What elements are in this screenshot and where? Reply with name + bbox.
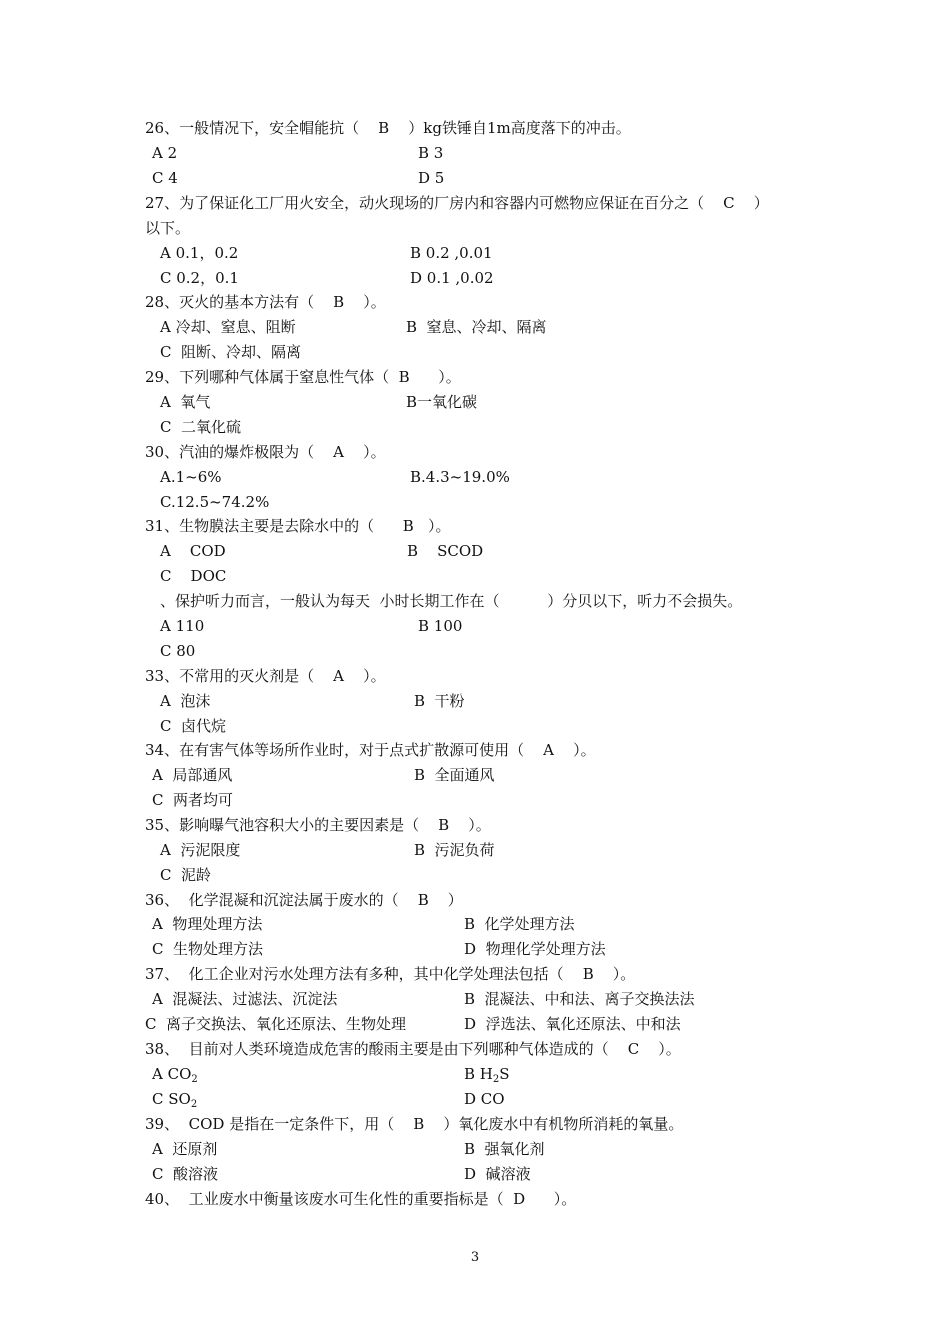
option-b: B.4.3~19.0% xyxy=(410,468,510,486)
option-b: B SCOD xyxy=(407,542,484,560)
question-32: 、保护听力而言，一般认为每天 小时长期工作在（ ）分贝以下，听力不会损失。 xyxy=(160,592,743,610)
option-c: C DOC xyxy=(160,567,227,585)
option-a: A 冷却、窒息、阻断 xyxy=(160,318,296,336)
option-b-suffix: S xyxy=(499,1065,510,1083)
option-b: B 污泥负荷 xyxy=(414,841,495,859)
question-26: 26、一般情况下，安全帽能抗（ B ）kg铁锤自1m高度落下的冲击。 xyxy=(145,119,631,137)
option-c: C 80 xyxy=(160,642,196,660)
question-38: 38、 目前对人类环境造成危害的酸雨主要是由下列哪种气体造成的（ C ）。 xyxy=(145,1040,681,1058)
question-28: 28、灭火的基本方法有（ B ）。 xyxy=(145,293,386,311)
option-d: D 5 xyxy=(418,169,445,187)
page-number: 3 xyxy=(470,1250,480,1265)
option-b: B 干粉 xyxy=(414,692,465,710)
option-a: A 泡沫 xyxy=(160,692,211,710)
option-d: D 碱溶液 xyxy=(464,1165,531,1183)
option-d: D 0.1 ,0.02 xyxy=(410,269,494,287)
option-c: C.12.5~74.2% xyxy=(160,493,270,511)
question-39: 39、 COD 是指在一定条件下，用（ B ）氧化废水中有机物所消耗的氧量。 xyxy=(145,1115,684,1133)
option-b: B一氧化碳 xyxy=(406,393,478,411)
option-c: C 卤代烷 xyxy=(160,717,227,735)
question-33: 33、不常用的灭火剂是（ A ）。 xyxy=(145,667,386,685)
question-31: 31、生物膜法主要是去除水中的（ B ）。 xyxy=(145,517,451,535)
question-36: 36、 化学混凝和沉淀法属于废水的（ B ） xyxy=(145,891,463,909)
subscript: 2 xyxy=(492,1074,500,1085)
option-d: D 浮选法、氧化还原法、中和法 xyxy=(464,1015,681,1033)
option-c: C 酸溶液 xyxy=(152,1165,219,1183)
option-c: C 0.2，0.1 xyxy=(160,269,239,287)
option-b xyxy=(464,1064,510,1090)
option-a: A.1~6% xyxy=(160,468,222,486)
question-29: 29、下列哪种气体属于窒息性气体（ B ）。 xyxy=(145,368,461,386)
option-b: B 强氧化剂 xyxy=(464,1140,545,1158)
option-b: B 窒息、冷却、隔离 xyxy=(406,318,547,336)
question-27-cont: 以下。 xyxy=(145,219,191,237)
question-34: 34、在有害气体等场所作业时，对于点式扩散源可使用（ A ）。 xyxy=(145,741,596,759)
option-b: B 全面通风 xyxy=(414,766,495,784)
question-35: 35、影响曝气池容积大小的主要因素是（ B ）。 xyxy=(145,816,491,834)
option-b: B 3 xyxy=(418,144,444,162)
option-c: C 二氧化硫 xyxy=(160,418,242,436)
option-a: A 物理处理方法 xyxy=(152,915,263,933)
option-b: B 0.2 ,0.01 xyxy=(410,244,493,262)
option-a: A 还原剂 xyxy=(152,1140,218,1158)
option-a: A 局部通风 xyxy=(152,766,233,784)
option-c: C 离子交换法、氧化还原法、生物处理 xyxy=(145,1015,407,1033)
option-c: C 生物处理方法 xyxy=(152,940,264,958)
question-37: 37、 化工企业对污水处理方法有多种，其中化学处理法包括（ B ）。 xyxy=(145,965,636,983)
option-a: A COD xyxy=(160,542,226,560)
option-a: A 110 xyxy=(160,617,205,635)
option-a-text: A CO xyxy=(152,1065,192,1083)
option-c: C 两者均可 xyxy=(152,791,234,809)
option-c: C 泥龄 xyxy=(160,866,212,884)
option-b: B 化学处理方法 xyxy=(464,915,575,933)
option-b: B 100 xyxy=(418,617,463,635)
option-d: D 物理化学处理方法 xyxy=(464,940,606,958)
subscript: 2 xyxy=(190,1099,198,1110)
option-a: A 污泥限度 xyxy=(160,841,241,859)
option-c xyxy=(152,1089,197,1115)
option-a: A 0.1，0.2 xyxy=(160,244,239,262)
option-c-text: C SO xyxy=(152,1090,191,1108)
question-30: 30、汽油的爆炸极限为（ A ）。 xyxy=(145,443,386,461)
option-a xyxy=(152,1064,198,1090)
subscript: 2 xyxy=(191,1074,198,1085)
option-d: D CO xyxy=(464,1090,505,1108)
option-a: A 混凝法、过滤法、沉淀法 xyxy=(152,990,338,1008)
option-b: B 混凝法、中和法、离子交换法法 xyxy=(464,990,695,1008)
question-40: 40、 工业废水中衡量该废水可生化性的重要指标是（ D ）。 xyxy=(145,1190,577,1208)
option-c: C 4 xyxy=(152,169,178,187)
option-c: C 阻断、冷却、隔离 xyxy=(160,343,302,361)
option-a: A 2 xyxy=(152,144,178,162)
question-27: 27、为了保证化工厂用火安全，动火现场的厂房内和容器内可燃物应保证在百分之（ C ） xyxy=(145,194,769,212)
option-a: A 氧气 xyxy=(160,393,211,411)
option-b-text: B H xyxy=(464,1065,493,1083)
